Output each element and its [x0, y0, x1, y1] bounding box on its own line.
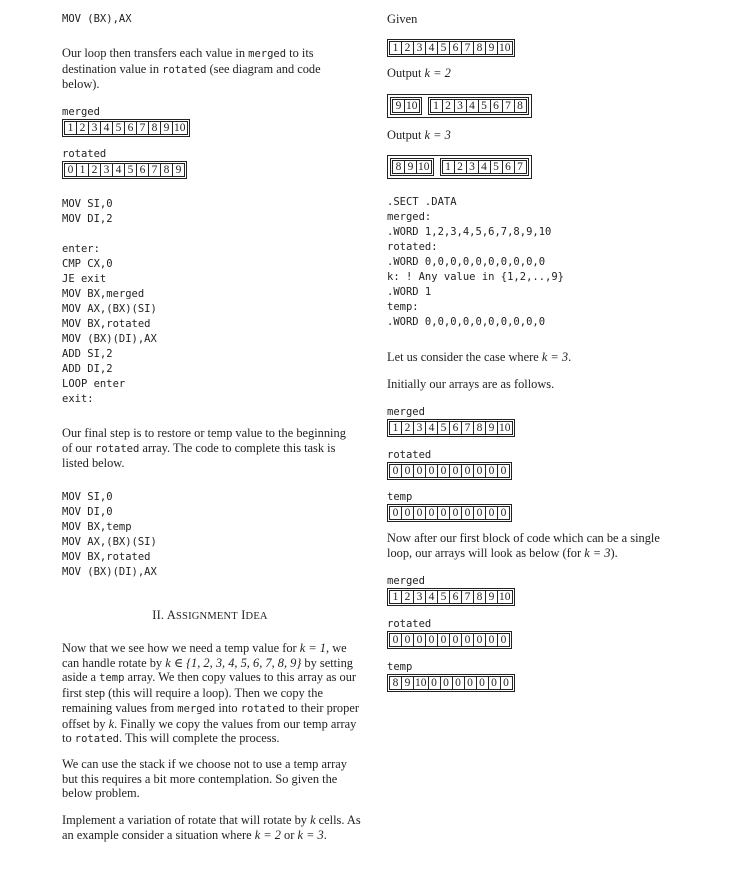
array-cell: 10 — [406, 100, 418, 112]
array-cell: 6 — [449, 41, 462, 55]
array-cell: 8 — [392, 160, 405, 174]
array-cell: 0 — [449, 633, 462, 647]
array-cell: 9 — [160, 121, 173, 135]
array-cell: 6 — [449, 590, 462, 604]
code-line: CMP CX,0 — [62, 258, 113, 270]
array-cell: 3 — [88, 121, 101, 135]
array-after-rotated — [387, 630, 512, 649]
array-cell: 5 — [124, 163, 137, 177]
array-cell: 4 — [478, 160, 491, 174]
array-cell: 0 — [449, 464, 462, 478]
code-line: LOOP enter — [62, 378, 126, 390]
paragraph-implement: Implement a variation of rotate that will rotate by k cells. As an example consider a situation where k = 2 or k = 3. — [62, 813, 361, 842]
code-line: ADD SI,2 — [62, 348, 113, 360]
array-cell: 4 — [112, 163, 125, 177]
array-cell: 9 — [401, 676, 414, 690]
array-cell: 7 — [461, 421, 474, 435]
array-cell: 0 — [425, 464, 438, 478]
array-cell: 0 — [488, 676, 501, 690]
array-cell: 6 — [124, 121, 137, 135]
code-line: MOV AX,(BX)(SI) — [62, 536, 157, 548]
array-cell: 0 — [401, 506, 414, 520]
array-cell: 6 — [449, 421, 462, 435]
array-cell: 5 — [437, 421, 450, 435]
array-cell: 0 — [485, 464, 498, 478]
array-cell: 10 — [415, 677, 427, 689]
array-label-rotated: rotated — [62, 148, 107, 160]
array-cell: 0 — [425, 506, 438, 520]
array-cell: 0 — [452, 676, 465, 690]
array-cell: 3 — [413, 41, 426, 55]
array-cell: 0 — [401, 464, 414, 478]
array-cell: 5 — [437, 41, 450, 55]
code-line: MOV (BX),AX — [62, 13, 132, 25]
code-line: MOV SI,0 — [62, 491, 113, 503]
array-cell: 0 — [449, 506, 462, 520]
array-cell: 0 — [413, 633, 426, 647]
array-cell: 8 — [473, 590, 486, 604]
code-line: MOV (BX)(DI),AX — [62, 566, 157, 578]
output-k2-label: Output k = 2 — [387, 66, 451, 80]
array-cell: 0 — [413, 464, 426, 478]
paragraph-case: Let us consider the case where k = 3. — [387, 350, 572, 364]
array-cell: 0 — [461, 633, 474, 647]
array-cell: 7 — [502, 99, 515, 113]
array-cell: 2 — [442, 99, 455, 113]
array-cell: 0 — [440, 676, 453, 690]
array-cell: 5 — [437, 590, 450, 604]
array-cell: 0 — [485, 633, 498, 647]
array-cell: 0 — [401, 633, 414, 647]
array-cell: 3 — [413, 590, 426, 604]
paragraph-loop-transfer: Our loop then transfers each value in merged to its destination value in rotated (see diagram and code below). — [62, 46, 321, 92]
array-cell: 7 — [136, 121, 149, 135]
code-line: .SECT .DATA — [387, 196, 457, 208]
code-line: k: ! Any value in {1,2,..,9} — [387, 271, 565, 283]
array-cell: 0 — [473, 633, 486, 647]
array-cell: 6 — [502, 160, 515, 174]
array-cell: 2 — [454, 160, 467, 174]
section-heading: II. ASSIGNMENT IDEA — [152, 608, 268, 622]
array-rotated — [62, 160, 187, 179]
paragraph-stack: We can use the stack if we choose not to use a temp array but this requires a bit more contemplation. So given the below problem. — [62, 757, 347, 801]
code-block-init — [62, 197, 113, 227]
code-line: MOV BX,rotated — [62, 318, 151, 330]
code-line: merged: — [387, 211, 432, 223]
array-label-temp: temp — [387, 491, 413, 503]
array-cell: 9 — [392, 99, 405, 113]
array-label-merged: merged — [387, 575, 425, 587]
array-cell: 9 — [485, 421, 498, 435]
code-block-final — [62, 490, 157, 580]
array-cell: 0 — [461, 506, 474, 520]
array-after-temp — [387, 673, 515, 692]
array-cell: 0 — [437, 464, 450, 478]
array-cell: 2 — [401, 41, 414, 55]
array-cell: 10 — [499, 42, 511, 54]
array-output-k2 — [387, 94, 532, 118]
array-cell: 5 — [112, 121, 125, 135]
array-cell: 7 — [148, 163, 161, 177]
code-line: MOV BX,temp — [62, 521, 132, 533]
array-cell: 6 — [136, 163, 149, 177]
array-cell: 0 — [497, 633, 510, 647]
array-cell: 4 — [425, 41, 438, 55]
array-cell: 10 — [418, 161, 430, 173]
array-cell: 9 — [485, 590, 498, 604]
array-cell: 9 — [485, 41, 498, 55]
array-cell: 2 — [401, 590, 414, 604]
array-cell: 4 — [100, 121, 113, 135]
code-line: .WORD 1 — [387, 286, 432, 298]
array-cell: 0 — [497, 464, 510, 478]
array-cell: 0 — [425, 633, 438, 647]
array-cell: 0 — [500, 676, 513, 690]
array-cell: 1 — [389, 421, 402, 435]
array-cell: 0 — [476, 676, 489, 690]
array-cell: 4 — [425, 421, 438, 435]
code-line: MOV BX,merged — [62, 288, 145, 300]
array-cell: 8 — [514, 99, 527, 113]
array-cell: 3 — [413, 421, 426, 435]
code-block-loop — [62, 242, 157, 407]
array-cell: 0 — [413, 506, 426, 520]
array-cell: 8 — [148, 121, 161, 135]
array-after-merged — [387, 587, 515, 606]
array-cell: 0 — [473, 464, 486, 478]
array-merged — [62, 118, 190, 137]
array-label-merged: merged — [62, 106, 100, 118]
array-cell: 0 — [473, 506, 486, 520]
array-label-temp: temp — [387, 661, 413, 673]
code-line: MOV BX,rotated — [62, 551, 151, 563]
array-cell: 3 — [100, 163, 113, 177]
paragraph-assignment-idea: Now that we see how we need a temp value for k = 1, we can handle rotate by k ∈ {1, 2, 3, 4, 5, 6, 7, 8, 9} by setting aside a temp array. We then copy values to this array as our first step (this will require a loop). Then we copy the remaining values from merged into rotated to their proper offset by k. Finally we copy the values from our temp array to rotated. This will complete the process. — [62, 641, 359, 746]
array-box — [387, 39, 515, 57]
code-line: .WORD 0,0,0,0,0,0,0,0,0,0 — [387, 256, 546, 268]
array-box — [387, 631, 512, 649]
code-block-data — [387, 195, 564, 330]
paragraph-after-block: Now after our first block of code which can be a single loop, our arrays will look as below (for k = 3). — [387, 531, 660, 560]
array-box — [387, 674, 515, 692]
array-cell: 0 — [437, 633, 450, 647]
array-cell: 0 — [64, 163, 77, 177]
array-cell: 6 — [490, 99, 503, 113]
code-line: enter: — [62, 243, 100, 255]
code-line: MOV SI,0 — [62, 198, 113, 210]
array-cell: 8 — [473, 41, 486, 55]
array-label-rotated: rotated — [387, 449, 432, 461]
array-cell: 3 — [454, 99, 467, 113]
array-cell: 1 — [76, 163, 89, 177]
code-line: exit: — [62, 393, 94, 405]
code-line: rotated: — [387, 241, 438, 253]
array-cell: 4 — [425, 590, 438, 604]
array-cell: 10 — [174, 122, 186, 134]
array-cell: 9 — [404, 160, 417, 174]
array-cell: 1 — [389, 41, 402, 55]
array-cell: 5 — [490, 160, 503, 174]
array-box — [428, 97, 529, 115]
array-cell: 2 — [88, 163, 101, 177]
array-cell: 9 — [172, 163, 185, 177]
array-cell: 7 — [514, 160, 527, 174]
code-line: MOV (BX)(DI),AX — [62, 333, 157, 345]
array-box — [390, 158, 434, 176]
array-box — [62, 119, 190, 137]
array-cell: 8 — [473, 421, 486, 435]
code-line: .WORD 1,2,3,4,5,6,7,8,9,10 — [387, 226, 552, 238]
array-label-rotated: rotated — [387, 618, 432, 630]
code-line: ADD DI,2 — [62, 363, 113, 375]
array-cell: 2 — [401, 421, 414, 435]
array-box — [390, 97, 422, 115]
array-cell: 2 — [76, 121, 89, 135]
array-cell: 7 — [461, 590, 474, 604]
array-output-k3 — [387, 155, 532, 179]
array-init-temp — [387, 503, 512, 522]
code-line: MOV AX,(BX)(SI) — [62, 303, 157, 315]
array-init-merged — [387, 418, 515, 437]
array-cell: 5 — [478, 99, 491, 113]
array-cell: 0 — [428, 676, 441, 690]
array-cell: 10 — [499, 422, 511, 434]
array-cell: 7 — [461, 41, 474, 55]
array-cell: 1 — [430, 99, 443, 113]
array-box — [62, 161, 187, 179]
array-cell: 0 — [497, 506, 510, 520]
array-given — [387, 38, 515, 57]
array-cell: 0 — [485, 506, 498, 520]
given-label: Given — [387, 12, 418, 26]
code-line: MOV DI,0 — [62, 506, 113, 518]
code-line: temp: — [387, 301, 419, 313]
array-cell: 0 — [389, 464, 402, 478]
array-cell: 1 — [442, 160, 455, 174]
code-line: .WORD 0,0,0,0,0,0,0,0,0,0 — [387, 316, 546, 328]
array-cell: 4 — [466, 99, 479, 113]
array-cell: 0 — [464, 676, 477, 690]
code-line: MOV DI,2 — [62, 213, 113, 225]
paragraph-initially: Initially our arrays are as follows. — [387, 377, 555, 391]
array-cell: 0 — [461, 464, 474, 478]
array-box — [440, 158, 529, 176]
array-cell: 1 — [64, 121, 77, 135]
array-box — [387, 462, 512, 480]
array-cell: 8 — [160, 163, 173, 177]
array-cell: 0 — [437, 506, 450, 520]
code-line: JE exit — [62, 273, 107, 285]
array-cell: 10 — [499, 591, 511, 603]
array-cell: 8 — [389, 676, 402, 690]
array-box — [387, 419, 515, 437]
paragraph-final-step: Our final step is to restore or temp value to the beginning of our rotated array. The code to complete this task is listed below. — [62, 426, 346, 471]
array-cell: 0 — [389, 633, 402, 647]
array-box — [387, 504, 512, 522]
array-cell: 3 — [466, 160, 479, 174]
array-box — [387, 588, 515, 606]
output-k3-label: Output k = 3 — [387, 128, 451, 142]
array-cell: 0 — [389, 506, 402, 520]
array-label-merged: merged — [387, 406, 425, 418]
array-cell: 1 — [389, 590, 402, 604]
array-init-rotated — [387, 461, 512, 480]
